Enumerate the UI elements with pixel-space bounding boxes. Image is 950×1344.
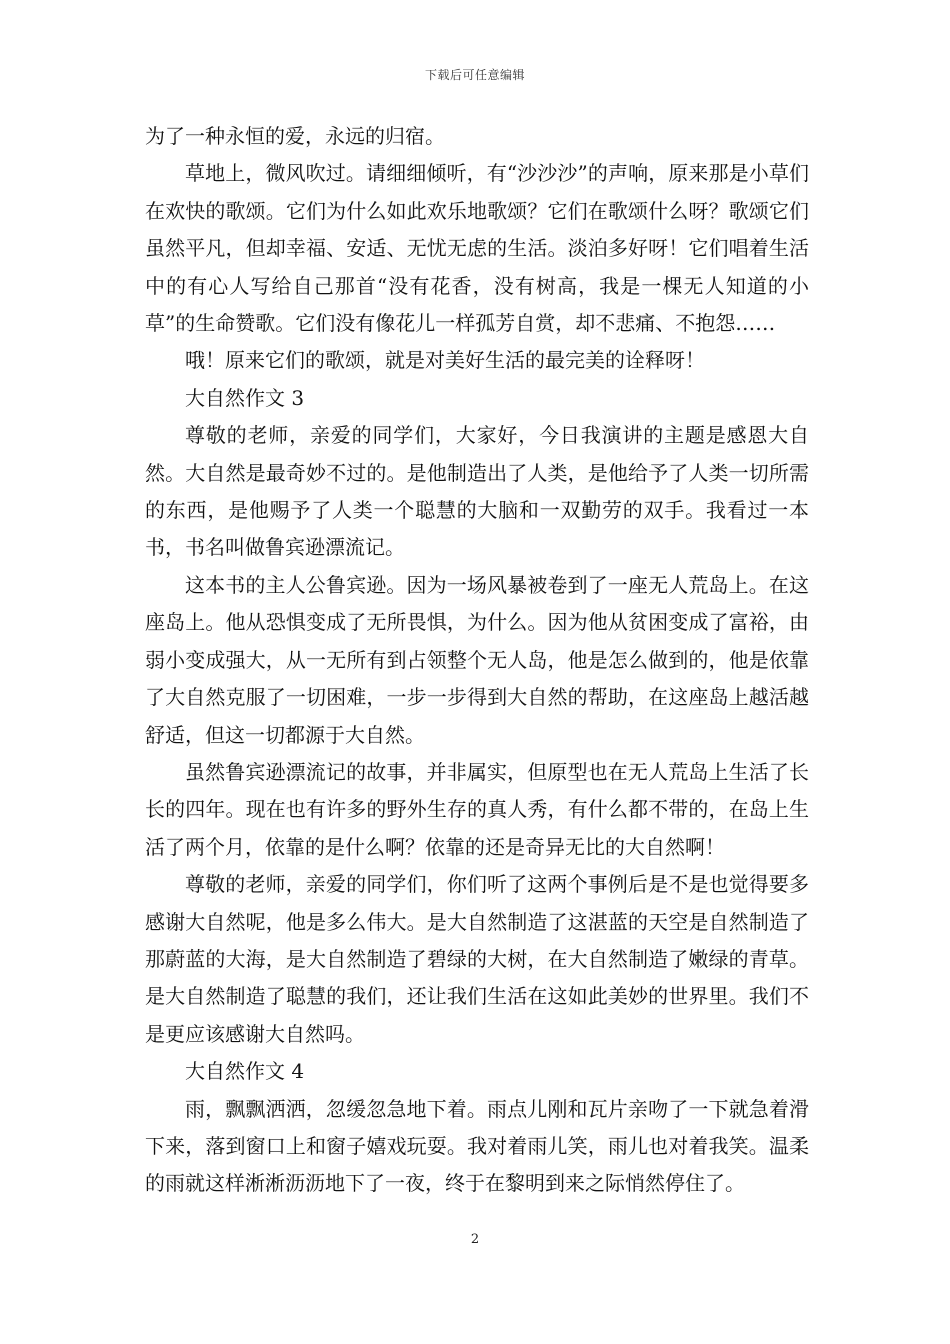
page-header: 下载后可任意编辑 xyxy=(424,68,525,82)
page-number: 2 xyxy=(470,1232,480,1247)
document-body xyxy=(145,118,809,1203)
section-heading-3: 大自然作文 3 xyxy=(185,385,305,410)
paragraph-10: 雨，飘飘洒洒，忽缓忽急地下着。雨点儿刚和瓦片亲吻了一下就急着滑下来，落到窗口上和窗子嬉戏玩耍。我对着雨儿笑，雨儿也对着我笑。温柔的雨就这样淅淅沥沥地下了一夜，终于在黎明到来之际悄然停住了。 xyxy=(145,1096,809,1196)
paragraph-2: 草地上，微风吹过。请细细倾听，有“沙沙沙”的声响，原来那是小草们在欢快的歌颂。它们为什么如此欢乐地歌颂？它们在歌颂什么呀？歌颂它们虽然平凡，但却幸福、安适、无忧无虑的生活。淡泊多好呀！它们唱着生活中的有心人写给自己那首“没有花香，没有树高，我是一棵无人知道的小草”的生命赞歌。它们没有像花儿一样孤芳自赏，却不悲痛、不抱怨…… xyxy=(145,161,809,336)
section-heading-4: 大自然作文 4 xyxy=(185,1059,305,1084)
paragraph-8: 尊敬的老师，亲爱的同学们，你们听了这两个事例后是不是也觉得要多感谢大自然呢，他是多么伟大。是大自然制造了这湛蓝的天空是自然制造了那蔚蓝的大海，是大自然制造了碧绿的大树，在大自然制造了嫩绿的青草。是大自然制造了聪慧的我们，还让我们生活在这如此美妙的世界里。我们不是更应该感谢大自然吗。 xyxy=(145,872,809,1046)
paragraph-3: 哦！原来它们的歌颂，就是对美好生活的最完美的诠释呀！ xyxy=(185,348,705,373)
paragraph-1: 为了一种永恒的爱，永远的归宿。 xyxy=(145,124,445,148)
paragraph-6: 这本书的主人公鲁宾逊。因为一场风暴被卷到了一座无人荒岛上。在这座岛上。他从恐惧变成了无所畏惧，为什么。因为他从贫困变成了富裕，由弱小变成强大，从一无所有到占领整个无人岛，他是怎么做到的，他是依靠了大自然克服了一切困难，一步一步得到大自然的帮助，在这座岛上越活越舒适，但这一切都源于大自然。 xyxy=(145,572,809,747)
paragraph-7: 虽然鲁宾逊漂流记的故事，并非属实，但原型也在无人荒岛上生活了长长的四年。现在也有许多的野外生存的真人秀，有什么都不带的，在岛上生活了两个月，依靠的是什么啊？依靠的还是奇异无比的大自然啊！ xyxy=(145,759,809,859)
paragraph-5: 尊敬的老师，亲爱的同学们，大家好，今日我演讲的主题是感恩大自然。大自然是最奇妙不过的。是他制造出了人类，是他给予了人类一切所需的东西，是他赐予了人类一个聪慧的大脑和一双勤劳的双手。我看过一本书，书名叫做鲁宾逊漂流记。 xyxy=(145,423,809,560)
